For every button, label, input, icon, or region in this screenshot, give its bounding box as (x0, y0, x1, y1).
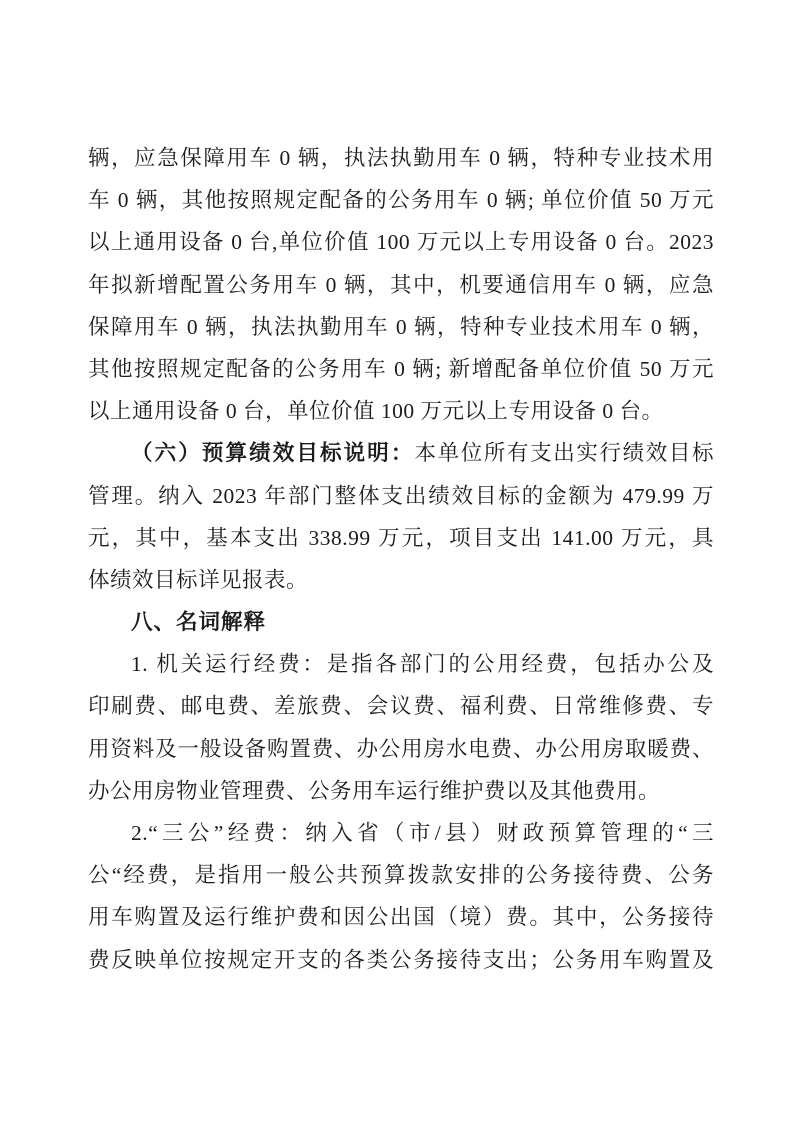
text-line (88, 812, 714, 854)
text-line (88, 854, 714, 896)
text-line (88, 770, 714, 812)
bold-text-run: 八、名词解释 (131, 610, 267, 635)
text-line (88, 179, 714, 221)
text-line (88, 939, 714, 981)
text-line (88, 221, 714, 263)
text-line (88, 264, 714, 306)
text-line (88, 728, 714, 770)
paragraph-budget-performance (88, 432, 714, 601)
heading-terms-definition (88, 601, 714, 643)
text-run: 以上通用设备 0 台,单位价值 100 万元以上专用设备 0 台。2023 (88, 230, 714, 255)
text-line (88, 432, 714, 474)
text-line (88, 643, 714, 685)
text-run: 其他按照规定配备的公务用车 0 辆; 新增配备单位价值 50 万元 (88, 356, 714, 381)
text-run: 元，其中，基本支出 338.99 万元，项目支出 141.00 万元，具 (88, 525, 714, 550)
text-line (88, 306, 714, 348)
text-run: 1. 机关运行经费：是指各部门的公用经费，包括办公及 (131, 652, 714, 677)
text-run: 费反映单位按规定开支的各类公务接待支出；公务用车购置及 (88, 947, 714, 972)
text-run: 体绩效目标详见报表。 (88, 567, 309, 592)
bold-text-run: （六）预算绩效目标说明： (131, 441, 415, 466)
text-run: 2.“三公”经费：纳入省（市/县）财政预算管理的“三 (131, 821, 714, 845)
text-run: 管理。纳入 2023 年部门整体支出绩效目标的金额为 479.99 万 (88, 483, 714, 508)
paragraph-vehicle-equipment (88, 137, 714, 432)
text-run: 用车购置及运行维护费和因公出国（境）费。其中，公务接待 (88, 905, 714, 930)
text-line (88, 896, 714, 938)
text-run: 辆，应急保障用车 0 辆，执法执勤用车 0 辆，特种专业技术用 (88, 146, 714, 170)
text-run: 公“经费，是指用一般公共预算拨款安排的公务接待费、公务 (88, 863, 714, 888)
document-body (88, 137, 714, 981)
text-line (88, 475, 714, 517)
text-line (88, 390, 714, 432)
text-run: 保障用车 0 辆，执法执勤用车 0 辆，特种专业技术用车 0 辆， (88, 314, 714, 339)
text-line (88, 517, 714, 559)
text-line (88, 601, 714, 643)
text-run: 年拟新增配置公务用车 0 辆，其中，机要通信用车 0 辆，应急 (88, 272, 714, 297)
text-run: 车 0 辆，其他按照规定配备的公务用车 0 辆; 单位价值 50 万元 (88, 188, 714, 213)
text-line (88, 348, 714, 390)
text-run: 以上通用设备 0 台，单位价值 100 万元以上专用设备 0 台。 (88, 399, 664, 424)
paragraph-term-agency-operating-cost (88, 643, 714, 812)
text-run: 印刷费、邮电费、差旅费、会议费、福利费、日常维修费、专 (88, 694, 714, 719)
text-run: 办公用房物业管理费、公务用车运行维护费以及其他费用。 (88, 778, 661, 803)
text-line (88, 559, 714, 601)
text-line (88, 685, 714, 727)
text-run: 本单位所有支出实行绩效目标 (414, 441, 714, 466)
text-line (88, 137, 714, 179)
text-run: 用资料及一般设备购置费、办公用房水电费、办公用房取暖费、 (88, 736, 714, 761)
paragraph-term-three-public-funds (88, 812, 714, 981)
